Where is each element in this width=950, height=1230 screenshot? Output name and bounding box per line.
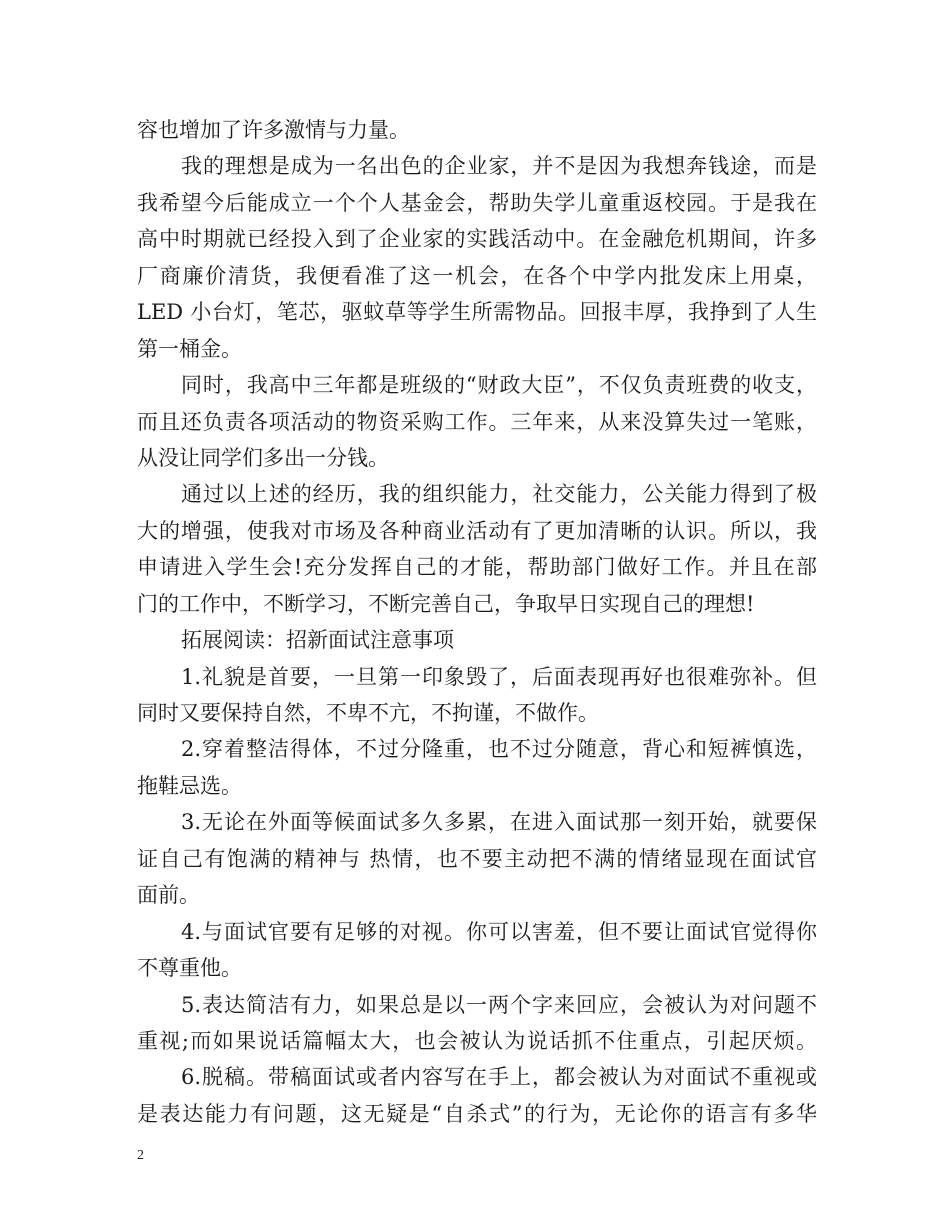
text-line: 门的工作中，不断学习，不断完善自己，争取早日实现自己的理想! xyxy=(137,591,755,616)
text-line: 1.礼貌是首要，一旦第一印象毁了，后面表现再好也很难弥补。但 xyxy=(181,664,817,689)
text-line: 我希望今后能成立一个个人基金会，帮助失学儿童重返校园。于是我在 xyxy=(137,190,817,215)
text-line: 高中时期就已经投入到了企业家的实践活动中。在金融危机期间，许多 xyxy=(137,227,817,252)
body-text xyxy=(137,112,817,1132)
text-line: LED 小台灯，笔芯，驱蚊草等学生所需物品。回报丰厚，我挣到了人生 xyxy=(137,300,817,325)
text-line: 是表达能力有问题，这无疑是“自杀式”的行为，无论你的语言有多华 xyxy=(137,1101,817,1126)
text-line: 容也增加了许多激情与力量。 xyxy=(137,118,410,142)
text-line: 而且还负责各项活动的物资采购工作。三年来，从来没算失过一笔账， xyxy=(137,409,817,434)
text-line: 同时又要保持自然，不卑不亢，不拘谨，不做作。 xyxy=(137,701,599,725)
text-line: 面前。 xyxy=(137,883,200,908)
text-line: 我的理想是成为一名出色的企业家，并不是因为我想奔钱途，而是 xyxy=(181,154,817,179)
text-line: 第一桶金。 xyxy=(137,336,242,361)
text-line: 通过以上述的经历，我的组织能力，社交能力，公关能力得到了极 xyxy=(181,482,817,507)
text-line: 2.穿着整洁得体，不过分隆重，也不过分随意，背心和短裤慎选， xyxy=(181,737,817,762)
text-line: 同时，我高中三年都是班级的“财政大臣”，不仅负责班费的收支， xyxy=(181,373,817,398)
text-line: 不尊重他。 xyxy=(137,956,242,981)
text-line: 从没让同学们多出一分钱。 xyxy=(137,445,389,470)
text-line: 拓展阅读：招新面试注意事项 xyxy=(181,628,454,653)
text-line: 重视;而如果说话篇幅太大，也会被认为说话抓不住重点，引起厌烦。 xyxy=(137,1028,817,1053)
text-line: 证自己有饱满的精神与 热情，也不要主动把不满的情绪显现在面试官 xyxy=(137,846,817,871)
text-line: 5.表达简洁有力，如果总是以一两个字来回应，会被认为对问题不 xyxy=(181,992,817,1017)
page-number: 2 xyxy=(137,1148,144,1163)
text-line: 6.脱稿。带稿面试或者内容写在手上，都会被认为对面试不重视或 xyxy=(181,1065,817,1090)
text-line: 3.无论在外面等候面试多久多累，在进入面试那一刻开始，就要保 xyxy=(181,810,817,835)
text-line: 4.与面试官要有足够的对视。你可以害羞，但不要让面试官觉得你 xyxy=(181,919,817,944)
text-line: 厂商廉价清货，我便看准了这一机会，在各个中学内批发床上用桌， xyxy=(137,263,817,288)
text-line: 拖鞋忌选。 xyxy=(137,773,242,798)
text-line: 申请进入学生会!充分发挥自己的才能，帮助部门做好工作。并且在部 xyxy=(137,555,817,580)
text-line: 大的增强，使我对市场及各种商业活动有了更加清晰的认识。所以，我 xyxy=(137,518,817,543)
